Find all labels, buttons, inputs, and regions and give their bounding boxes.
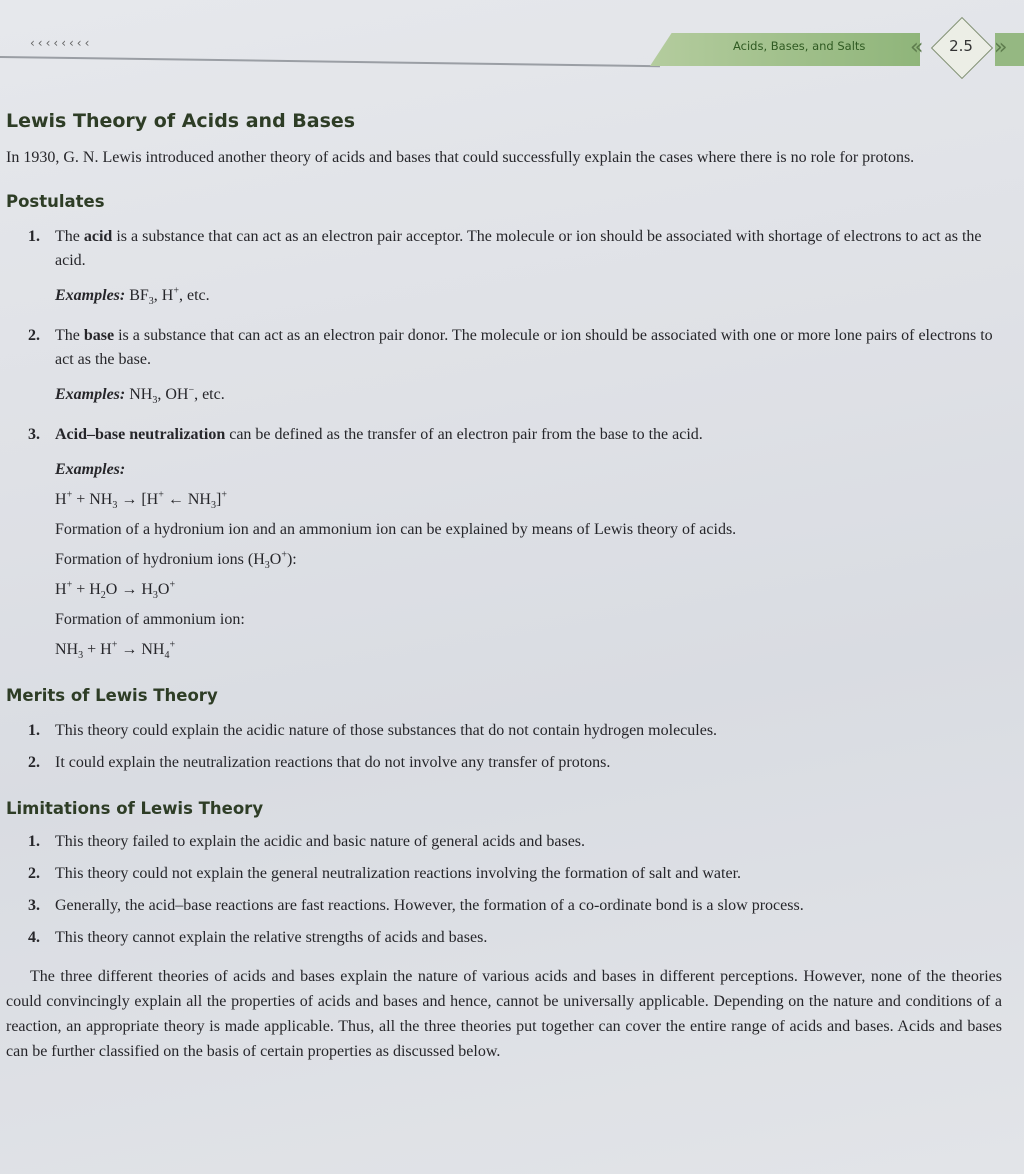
page-title: Lewis Theory of Acids and Bases: [6, 110, 356, 132]
item-number: 2.: [28, 327, 40, 344]
item-text: This theory could not explain the general neutralization reactions involving the formation of salt and water.: [55, 865, 742, 882]
formula: NH: [129, 386, 153, 403]
hydronium-ammonium-note: Formation of a hydronium ion and an ammonium ion can be explained by means of Lewis theory of acids.: [55, 521, 737, 538]
item-number: 2.: [28, 865, 40, 882]
formula: BF: [129, 287, 149, 304]
merits-section: [6, 686, 1002, 775]
bold-term: base: [83, 327, 115, 344]
subscript: 3: [148, 296, 154, 308]
closing-paragraph: The three different theories of acids and bases explain the nature of various acids and bases in different perceptions. However, none of the theories could convincingly explain all the properties of acids and bases and hence, cannot be universally applicable. Depending on the nature and conditions of a reaction, an appropriate theory is made applicable. Thus, all the three theories put together can cover the entire range of acids and bases. Acids and bases can be further classified on the basis of certain properties as discussed below.: [6, 968, 1002, 1060]
page-number-badge: [926, 12, 996, 82]
hydronium-formation-label: Formation of hydronium ions $(H_3O^+)$:: [55, 549, 297, 572]
text: is a substance that can act as an electron pair donor. The molecule or ion should be associated with one or more lone pairs of electrons to act as the base.: [55, 327, 993, 368]
list-item: [6, 751, 1002, 775]
page-content: [6, 104, 1002, 1064]
formula: , H: [153, 287, 174, 304]
superscript: +: [173, 285, 179, 297]
chevron-left-icon: «: [910, 35, 924, 60]
list-item: [6, 719, 1002, 743]
item-text: This theory failed to explain the acidic and basic nature of general acids and bases.: [55, 833, 586, 850]
list-item: [6, 423, 1002, 662]
text: is a substance that can act as an electron pair acceptor. The molecule or ion should be associated with shortage of electrons to act as the acid.: [55, 228, 982, 269]
merits-list: [6, 719, 1002, 775]
chevron-right-icon: »: [994, 35, 1008, 60]
list-item: [6, 894, 1002, 918]
formula: , etc.: [194, 386, 225, 403]
item-number: 3.: [28, 897, 40, 914]
examples-label: Examples:: [55, 461, 126, 478]
item-text: This theory cannot explain the relative strengths of acids and bases.: [55, 929, 488, 946]
item-text: Generally, the acid–base reactions are fast reactions. However, the formation of a co-ordinate bond is a slow process.: [55, 897, 804, 914]
postulates-list: [6, 225, 1002, 662]
equation-adduct: $H^+ + NH_3 \to [H^+$ ← $NH_3]^+$: [55, 489, 227, 512]
equation-hydronium: $H^+ + H_2O \to H_3O^+$: [55, 579, 176, 602]
decorative-marks: ‹‹‹‹‹‹‹‹: [30, 36, 93, 50]
text: The: [55, 327, 84, 344]
subscript: 3: [152, 395, 158, 407]
list-item: [6, 926, 1002, 950]
list-item: [6, 324, 1002, 407]
examples-label: Examples:: [55, 386, 126, 403]
item-text: It could explain the neutralization reactions that do not involve any transfer of protons.: [55, 754, 611, 771]
text: can be defined as the transfer of an electron pair from the base to the acid.: [225, 426, 703, 443]
page-header: [0, 0, 1024, 95]
item-number: 4.: [28, 929, 40, 946]
section-heading-limitations: Limitations of Lewis Theory: [6, 799, 264, 818]
formula: , etc.: [179, 287, 210, 304]
text: The: [55, 228, 84, 245]
item-text: This theory could explain the acidic nature of those substances that do not contain hydrogen molecules.: [55, 722, 718, 739]
item-number: 1.: [28, 833, 40, 850]
examples-line: [55, 284, 1002, 308]
header-rule: [0, 56, 660, 67]
section-heading-merits: Merits of Lewis Theory: [6, 686, 218, 705]
superscript: −: [188, 384, 195, 396]
list-item: [6, 862, 1002, 886]
item-number: 1.: [28, 228, 40, 245]
item-number: 1.: [28, 722, 40, 739]
ammonium-formation-label: Formation of ammonium ion:: [55, 611, 245, 628]
postulates-section: [6, 192, 1002, 662]
bold-term: acid: [83, 228, 113, 245]
chapter-title: Acids, Bases, and Salts: [733, 39, 866, 53]
examples-line: [55, 383, 1002, 407]
section-heading-postulates: Postulates: [6, 192, 105, 211]
limitations-section: [6, 799, 1002, 950]
bold-term: Acid–base neutralization: [55, 426, 226, 443]
page-number: 2.5: [949, 37, 973, 55]
item-number: 3.: [28, 426, 40, 443]
examples-label: Examples:: [55, 287, 126, 304]
item-number: 2.: [28, 754, 40, 771]
intro-paragraph: In 1930, G. N. Lewis introduced another theory of acids and bases that could successfully explain the cases where there is no role for protons.: [6, 149, 915, 166]
equation-ammonium: $NH_3 + H^+ \to NH_4^+$: [55, 639, 176, 662]
limitations-list: [6, 830, 1002, 950]
list-item: [6, 830, 1002, 854]
examples-label-line: [55, 458, 1002, 482]
formula: , OH: [157, 386, 189, 403]
list-item: [6, 225, 1002, 308]
